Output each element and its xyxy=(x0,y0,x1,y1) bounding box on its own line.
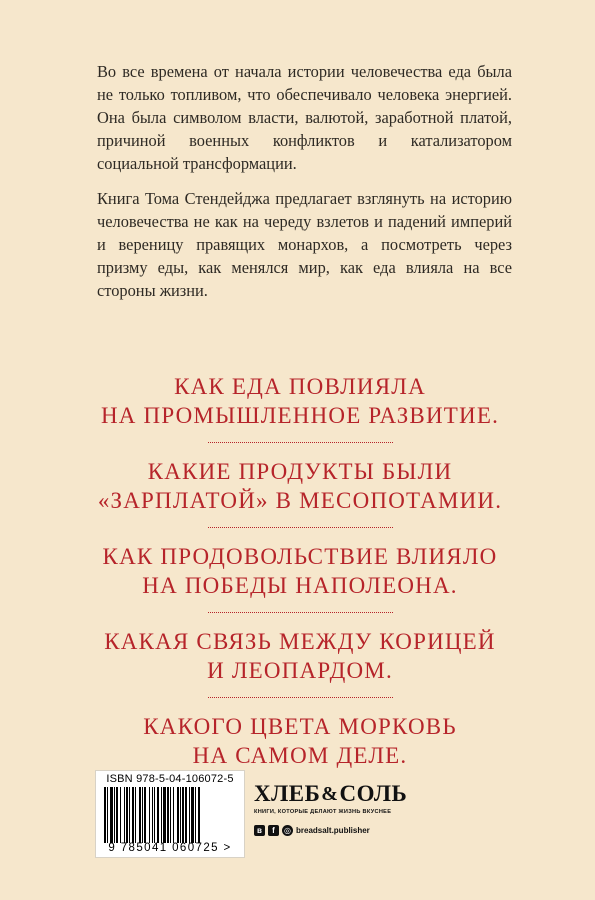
question-line: КАКИЕ ПРОДУКТЫ БЫЛИ xyxy=(147,459,453,484)
barcode-bar xyxy=(154,787,155,843)
barcode-bar xyxy=(104,787,106,843)
question-line: НА САМОМ ДЕЛЕ. xyxy=(192,743,408,768)
intro-text xyxy=(97,60,512,302)
barcode-icon xyxy=(104,787,236,843)
barcode-bar xyxy=(167,787,169,843)
question-line: «ЗАРПЛАТОЙ» В МЕСОПОТАМИИ. xyxy=(97,488,503,513)
intro-paragraph-1: Во все времена от начала истории человечества еда была не только топливом, что обеспечивало человека энергией. Она была символом власти, валютой, заработной платой, причиной военных конфликтов и катализатором социальной трансформации. xyxy=(97,62,512,173)
barcode-bar xyxy=(139,787,141,843)
publisher-wordmark xyxy=(254,781,408,806)
barcode-bar xyxy=(110,787,113,843)
barcode-bar xyxy=(132,787,134,843)
barcode-bar xyxy=(195,787,196,843)
barcode-bar xyxy=(116,787,118,843)
barcode-bar xyxy=(161,787,162,843)
vk-icon[interactable]: в xyxy=(254,825,265,836)
barcode-bar xyxy=(182,787,184,843)
question-line: КАКОГО ЦВЕТА МОРКОВЬ xyxy=(143,714,457,739)
barcode-bar xyxy=(185,787,187,843)
barcode-block xyxy=(95,770,245,858)
logo-ampersand: & xyxy=(321,783,339,805)
barcode-bar xyxy=(135,787,136,843)
social-links xyxy=(254,825,404,836)
isbn-label: ISBN 978-5-04-106072-5 xyxy=(106,773,234,785)
barcode-bar xyxy=(144,787,146,843)
barcode-bar xyxy=(126,787,128,843)
barcode-bar xyxy=(152,787,153,843)
dotted-divider xyxy=(208,527,393,528)
barcode-bar xyxy=(149,787,150,843)
barcode-digits: 9 785041 060725 > xyxy=(108,842,232,854)
question-item xyxy=(60,712,540,770)
question-line: И ЛЕОПАРДОМ. xyxy=(207,658,393,683)
questions-list xyxy=(60,372,540,770)
barcode-bar xyxy=(191,787,194,843)
barcode-bar xyxy=(177,787,179,843)
question-line: КАКАЯ СВЯЗЬ МЕЖДУ КОРИЦЕЙ xyxy=(104,629,496,654)
question-line: НА ПРОМЫШЛЕННОЕ РАЗВИТИЕ. xyxy=(100,403,500,428)
barcode-bar xyxy=(120,787,121,843)
dotted-divider xyxy=(208,612,393,613)
logo-right: СОЛЬ xyxy=(339,781,408,806)
question-item xyxy=(60,627,540,685)
question-line: КАК ПРОДОВОЛЬСТВИЕ ВЛИЯЛО xyxy=(102,544,498,569)
facebook-icon[interactable]: f xyxy=(268,825,279,836)
barcode-bar xyxy=(124,787,125,843)
barcode-bar xyxy=(107,787,108,843)
barcode-bar xyxy=(189,787,190,843)
barcode-bar xyxy=(180,787,181,843)
barcode-bar xyxy=(173,787,174,843)
barcode-bar xyxy=(170,787,171,843)
barcode-bar xyxy=(114,787,115,843)
instagram-icon[interactable]: ◎ xyxy=(282,825,293,836)
barcode-bar xyxy=(157,787,159,843)
question-line: КАК ЕДА ПОВЛИЯЛА xyxy=(174,374,426,399)
barcode-bar xyxy=(142,787,143,843)
intro-paragraph-2: Книга Тома Стендейджа предлагает взглянуть на историю человечества не как на череду взлетов и падений империй и вереницу правящих монархов, а посмотреть через призму еды, как менялся мир, как еда влияла на все стороны жизни. xyxy=(97,189,512,300)
barcode-bar xyxy=(198,787,200,843)
dotted-divider xyxy=(208,697,393,698)
barcode-bar xyxy=(163,787,166,843)
publisher-logo xyxy=(254,781,408,836)
dotted-divider xyxy=(208,442,393,443)
question-item xyxy=(60,372,540,430)
question-item xyxy=(60,542,540,600)
barcode-bar xyxy=(129,787,130,843)
question-item xyxy=(60,457,540,515)
social-handle[interactable]: breadsalt.publisher xyxy=(296,826,370,835)
question-line: НА ПОБЕДЫ НАПОЛЕОНА. xyxy=(142,573,458,598)
logo-left: ХЛЕБ xyxy=(254,781,321,806)
publisher-tagline: КНИГИ, КОТОРЫЕ ДЕЛАЮТ ЖИЗНЬ ВКУСНЕЕ xyxy=(254,809,392,815)
